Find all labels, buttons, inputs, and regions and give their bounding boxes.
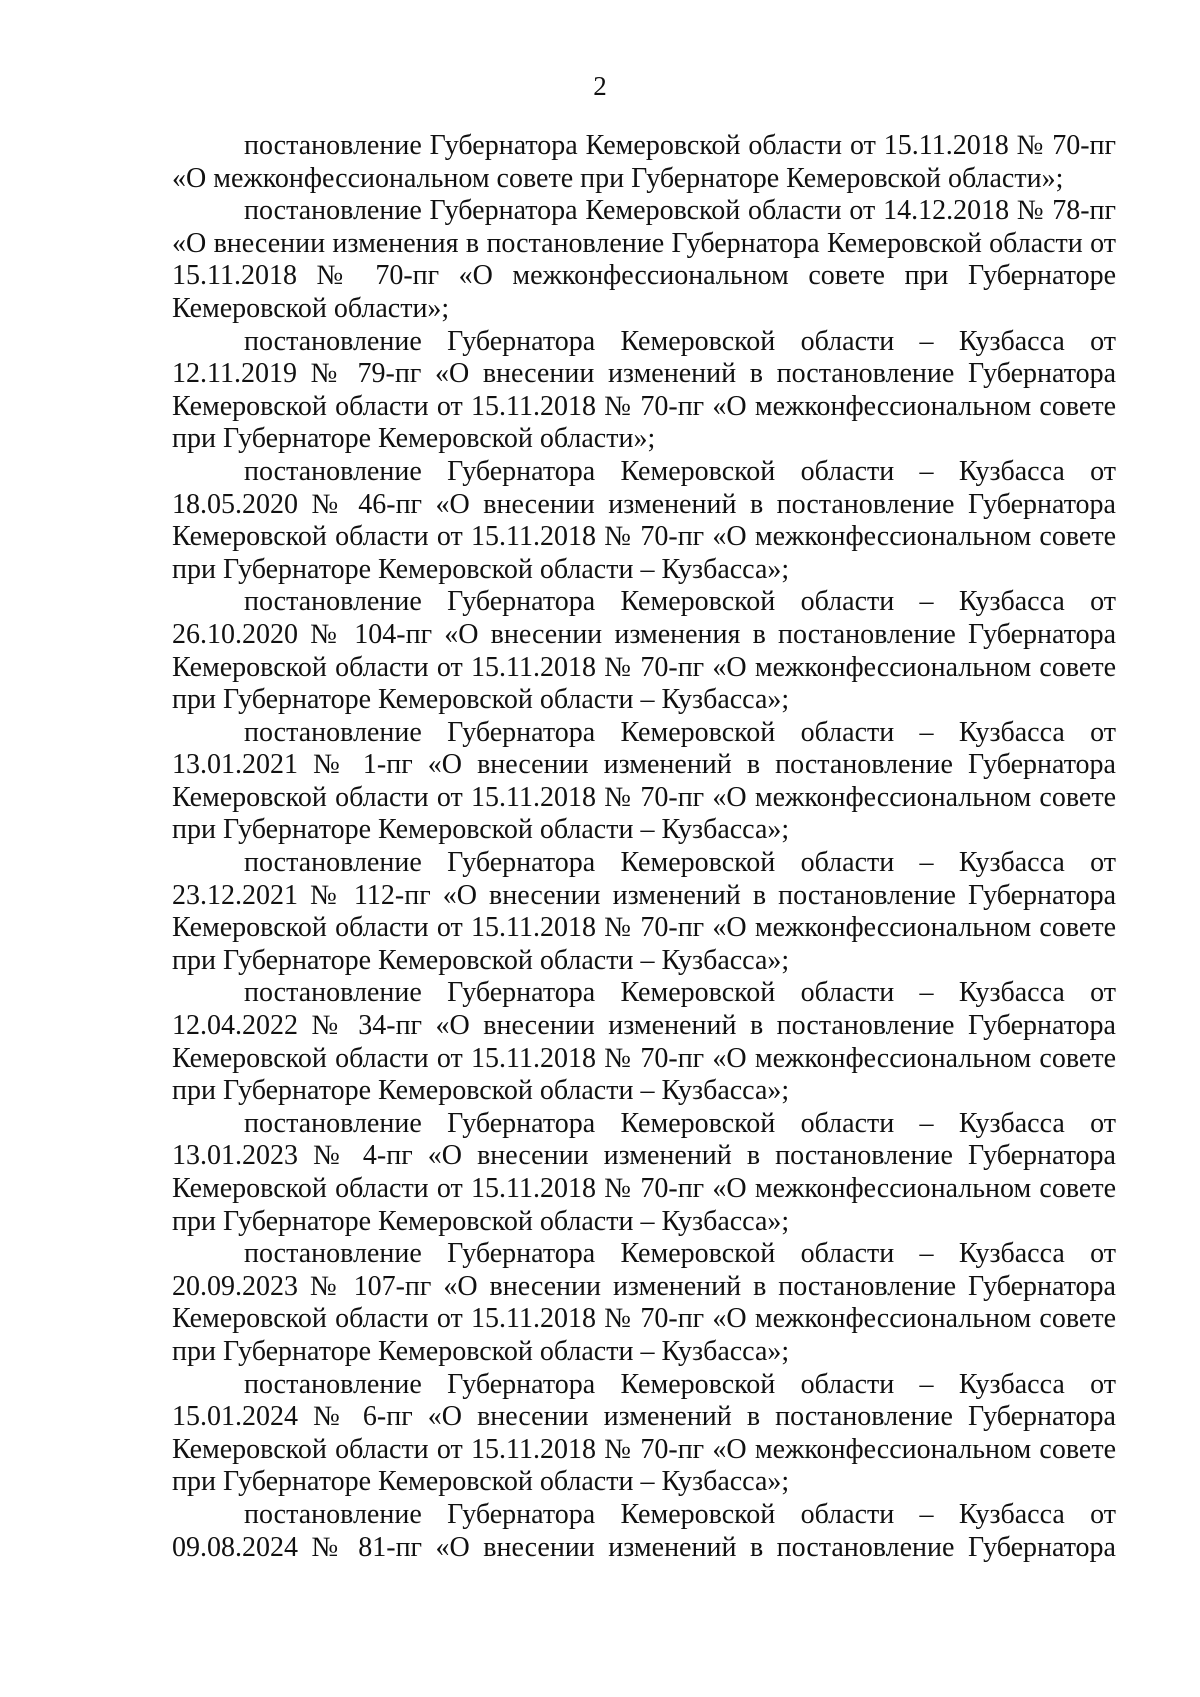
document-body — [172, 130, 1116, 1564]
paragraph: постановление Губернатора Кемеровской области – Кузбасса от 15.01.2024 № 6-пг «О внесении изменений в постановление Губернатора Кемеровской области от 15.11.2018 № 70-пг «О межконфессиональном совете при Губернаторе Кемеровской области – Кузбасса»; — [172, 1368, 1116, 1498]
paragraph: постановление Губернатора Кемеровской области – Кузбасса от 12.04.2022 № 34-пг «О внесении изменений в постановление Губернатора Кемеровской области от 15.11.2018 № 70-пг «О межконфессиональном совете при Губернаторе Кемеровской области – Кузбасса»; — [172, 977, 1116, 1107]
paragraph: постановление Губернатора Кемеровской области – Кузбасса от 26.10.2020 № 104-пг «О внесении изменения в постановление Губернатора Кемеровской области от 15.11.2018 № 70-пг «О межконфессиональном совете при Губернаторе Кемеровской области – Кузбасса»; — [172, 586, 1116, 716]
paragraph: постановление Губернатора Кемеровской области – Кузбасса от 20.09.2023 № 107-пг «О внесении изменений в постановление Губернатора Кемеровской области от 15.11.2018 № 70-пг «О межконфессиональном совете при Губернаторе Кемеровской области – Кузбасса»; — [172, 1238, 1116, 1367]
paragraph: постановление Губернатора Кемеровской области – Кузбасса от 18.05.2020 № 46-пг «О внесении изменений в постановление Губернатора Кемеровской области от 15.11.2018 № 70-пг «О межконфессиональном совете при Губернаторе Кемеровской области – Кузбасса»; — [172, 455, 1116, 585]
page-number: 2 — [593, 71, 607, 101]
paragraph-continued: постановление Губернатора Кемеровской области – Кузбасса от 09.08.2024 № 81-пг «О внесении изменений в постановление Губернатора — [172, 1498, 1116, 1563]
paragraph: постановление Губернатора Кемеровской области от 15.11.2018 № 70-пг «О межконфессиональном совете при Губернаторе Кемеровской области»; — [172, 130, 1116, 194]
paragraph: постановление Губернатора Кемеровской области – Кузбасса от 13.01.2021 № 1-пг «О внесении изменений в постановление Губернатора Кемеровской области от 15.11.2018 № 70-пг «О межконфессиональном совете при Губернаторе Кемеровской области – Кузбасса»; — [172, 716, 1116, 846]
paragraph: постановление Губернатора Кемеровской области – Кузбасса от 12.11.2019 № 79-пг «О внесении изменений в постановление Губернатора Кемеровской области от 15.11.2018 № 70-пг «О межконфессиональном совете при Губернаторе Кемеровской области»; — [172, 325, 1116, 455]
paragraph: постановление Губернатора Кемеровской области – Кузбасса от 23.12.2021 № 112-пг «О внесении изменений в постановление Губернатора Кемеровской области от 15.11.2018 № 70-пг «О межконфессиональном совете при Губернаторе Кемеровской области – Кузбасса»; — [172, 847, 1116, 976]
paragraph: постановление Губернатора Кемеровской области – Кузбасса от 13.01.2023 № 4-пг «О внесении изменений в постановление Губернатора Кемеровской области от 15.11.2018 № 70-пг «О межконфессиональном совете при Губернаторе Кемеровской области – Кузбасса»; — [172, 1107, 1116, 1237]
paragraph: постановление Губернатора Кемеровской области от 14.12.2018 № 78-пг «О внесении изменения в постановление Губернатора Кемеровской области от 15.11.2018 № 70-пг «О межконфессиональном совете при Губернаторе Кемеровской области»; — [172, 195, 1116, 324]
